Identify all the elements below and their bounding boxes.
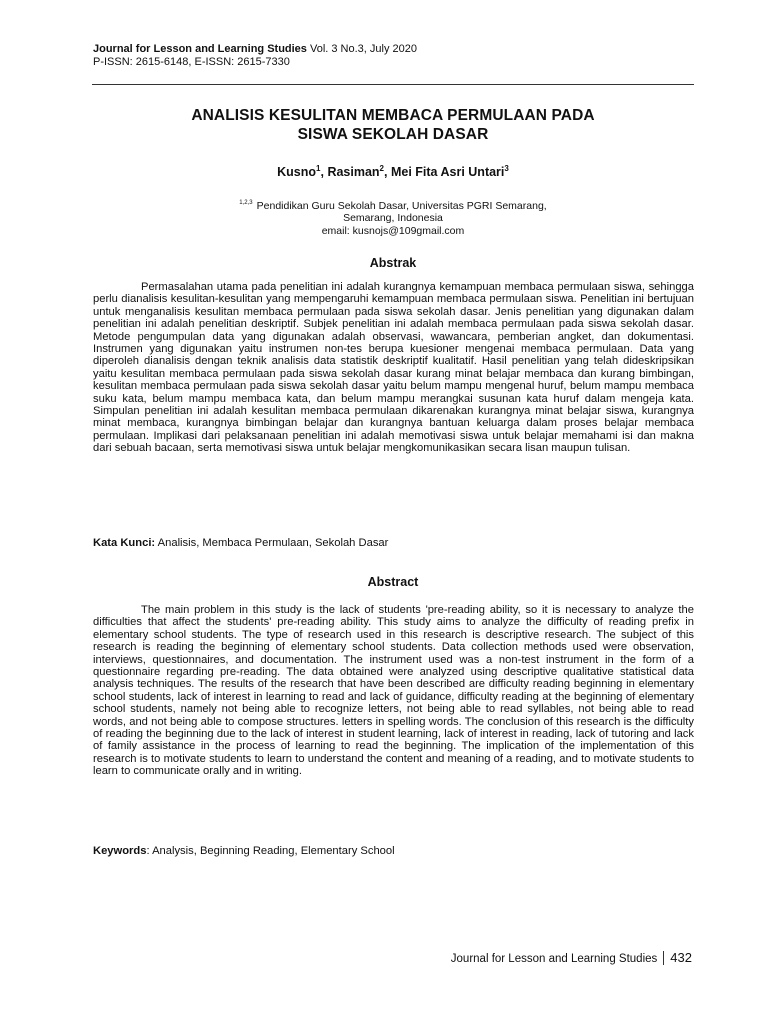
paper-title-line-2: SISWA SEKOLAH DASAR [297, 126, 489, 143]
author-affiliation-mark: 1 [316, 164, 321, 173]
journal-volume: Vol. 3 No.3, July 2020 [306, 43, 417, 55]
header-divider [92, 84, 694, 85]
author-name: Kusno [277, 165, 317, 180]
journal-issn: P-ISSN: 2615-6148, E-ISSN: 2615-7330 [93, 56, 290, 68]
abstrak-keywords-values: Analisis, Membaca Permulaan, Sekolah Dasar [155, 537, 389, 549]
journal-name: Journal for Lesson and Learning Studies [93, 43, 307, 55]
affiliation-institution: Pendidikan Guru Sekolah Dasar, Universitas PGRI Semarang, [256, 200, 547, 212]
abstract-heading: Abstract [367, 575, 419, 589]
page-footer [451, 950, 692, 965]
journal-header [93, 43, 417, 69]
author-affiliation-mark: 2 [379, 164, 384, 173]
footer-journal-name: Journal for Lesson and Learning Studies [450, 953, 658, 965]
author-separator: , [384, 165, 391, 180]
author-name: Rasiman [327, 165, 380, 180]
abstract-keywords [93, 845, 694, 857]
abstrak-text: Permasalahan utama pada penelitian ini adalah kurangnya kemampuan membaca permulaan siswa, sehingga perlu dianalisis kesulitan-kesulitan yang mempengaruhi kemampuan membaca permulaan siswa. Penelitian ini bertujuan untuk menganalisis kesulitan membaca permulaan pada siswa sekolah dasar. Jenis penelitian yang digunakan dalam penelitian ini adalah penelitian deskriptif. Subjek penelitian ini adalah membaca permulaan pada siswa sekolah dasar. Metode pengumpulan data yang digunakan adalah observasi, wawancara, pemberian angket, dan dokumentasi. Instrumen yang digunakan yaitu instrumen non-tes berupa kuesioner mengenai membaca permulaan. Data yang diperoleh dianalisis dengan teknik analisis data statistik deskriptif kualitatif. Hasil penelitian yang telah dideskripsikan yaitu kesulitan membaca permulaan pada siswa sekolah dasar kurang minat belajar membaca dan kurang bimbingan, kesulitan membaca permulaan pada siswa sekolah dasar yaitu belum mampu mengenal huruf, belum mampu membaca suku kata, belum mampu membaca kata, dan belum mampu merangkai susunan kata huruf dalam mengeja kata. Simpulan penelitian ini adalah kesulitan membaca permulaan dikarenakan kurangnya minat belajar siswa, kurangnya minat membaca, kurangnya bimbingan belajar dan kurangnya bantuan keluarga dalam proses belajar membaca permulaan. Implikasi dari pelaksanaan penelitian ini adalah memotivasi siswa untuk belajar memahami isi dan makna dari sebuah bacaan, serta memotivasi siswa untuk belajar mengkomunikasikan secara lisan maupun tulisan. [93, 281, 694, 455]
abstrak-keywords-label: Kata Kunci: [93, 537, 156, 549]
affiliation-line-1 [92, 197, 694, 212]
abstract-keywords-label: Keywords [93, 845, 147, 857]
abstrak-keywords [93, 537, 694, 549]
page-number: 432 [670, 950, 692, 965]
abstract-keywords-values: : Analysis, Beginning Reading, Elementary School [146, 845, 395, 857]
author-affiliation-mark: 3 [504, 164, 509, 173]
paper-title [92, 106, 694, 144]
author-name: Mei Fita Asri Untari [390, 165, 505, 180]
abstract-text: The main problem in this study is the lack of students 'pre-reading ability, so it is necessary to analyze the difficulties that affect the students' pre-reading ability. This study aims to analyze the difficulty of reading prefix in elementary school students. The type of research used in this research is descriptive research. The subject of this research is reading the beginning of elementary school students. Data collection methods used were observation, interviews, questionnaires, and documentation. The instrument used was a non-test instrument in the form of a questionnaire regarding pre-reading. The data obtained were analyzed using descriptive qualitative statistical data analysis techniques. The results of the research that have been described are difficulty reading beginning in elementary school students, lack of interest in learning to read and lack of guidance, difficulty reading at the beginning of elementary school students, namely not being able to recognize letters, not being able to read syllables, not being able to read words, and not being able to compose structures. letters in spelling words. The conclusion of this research is the difficulty of reading the beginning due to the lack of interest in student learning, lack of interest in reading, lack of tutoring and lack of family assistance in the process of learning to read the beginning. The implication of the implementation of this research is to motivate students to learn to understand the content and meaning of a reading, and to motivate students to learn to communicate orally and in writing. [93, 604, 694, 778]
abstrak-heading: Abstrak [369, 256, 417, 270]
journal-citation-line [93, 43, 417, 56]
footer-separator [663, 951, 664, 965]
affiliation-location: Semarang, Indonesia [343, 212, 443, 225]
author-list [92, 164, 694, 179]
affiliation-block [92, 197, 694, 237]
paper-title-line-1: ANALISIS KESULITAN MEMBACA PERMULAAN PADA [191, 107, 595, 124]
author-separator: , [320, 165, 328, 180]
affiliation-marks: 1,2,3 [239, 200, 253, 206]
affiliation-email: email: kusnojs@109gmail.com [321, 224, 465, 237]
